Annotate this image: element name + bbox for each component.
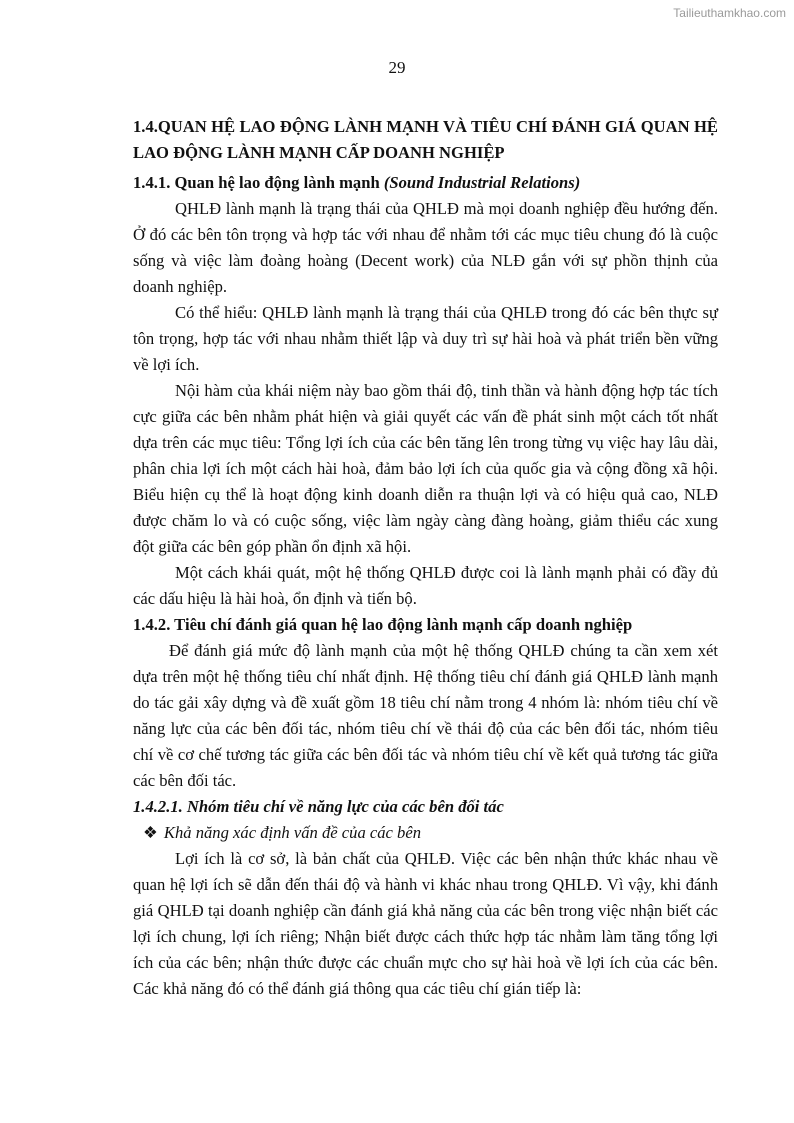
watermark: Tailieuthamkhao.com <box>673 6 786 20</box>
section-1-4-1-subtitle: (Sound Industrial Relations) <box>383 173 581 192</box>
section-1-4-1-title: 1.4.1. Quan hệ lao động lành mạnh <box>133 173 384 192</box>
diamond-bullet-icon: ❖ <box>143 823 158 842</box>
paragraph: QHLĐ lành mạnh là trạng thái của QHLĐ mà mọi doanh nghiệp đều hướng đến. Ở đó các bên tôn trọng và hợp tác với nhau để nhằm tới các mục tiêu chung đó là cuộc sống và việc làm đoàng hoàng (Decent work) của NLĐ gắn với sự phồn thịnh của doanh nghiệp. <box>133 199 718 296</box>
paragraph: Một cách khái quát, một hệ thống QHLĐ được coi là lành mạnh phải có đầy đủ các dấu hiệu là hài hoà, ổn định và tiến bộ. <box>133 563 718 608</box>
chapter-title: 1.4.QUAN HỆ LAO ĐỘNG LÀNH MẠNH VÀ TIÊU CHÍ ĐÁNH GIÁ QUAN HỆ LAO ĐỘNG LÀNH MẠNH CẤP DOANH NGHIỆP <box>133 117 718 162</box>
bullet-item <box>143 820 718 846</box>
section-1-4-1-heading <box>133 170 718 196</box>
paragraph: Nội hàm của khái niệm này bao gồm thái độ, tinh thần và hành động hợp tác tích cực giữa các bên nhằm phát hiện và giải quyết các vấn đề phát sinh một cách tốt nhất dựa trên các mục tiêu: Tổng lợi ích của các bên tăng lên trong từng vụ việc hay lâu dài, phân chia lợi ích một cách hài hoà, đảm bảo lợi ích của quốc gia và cộng đồng xã hội. Biểu hiện cụ thể là hoạt động kinh doanh diễn ra thuận lợi và có hiệu quả cao, NLĐ được chăm lo và có cuộc sống, việc làm ngày càng đàng hoàng, giảm thiểu các xung đột giữa các bên góp phần ổn định xã hội. <box>133 381 718 556</box>
paragraph: Lợi ích là cơ sở, là bản chất của QHLĐ. Việc các bên nhận thức khác nhau về quan hệ lợi ích sẽ dẫn đến thái độ và hành vi khác nhau trong QHLĐ. Vì vậy, khi đánh giá QHLĐ tại doanh nghiệp cần đánh giá khả năng của các bên trong việc nhận biết các lợi ích chung, lợi ích riêng; Nhận biết được cách thức hợp tác nhằm làm tăng tổng lợi ích của các bên; nhận thức được các chuẩn mực cho sự hài hoà về lợi ích của các bên. Các khả năng đó có thể đánh giá thông qua các tiêu chí gián tiếp là: <box>133 849 718 998</box>
bullet-text: Khả năng xác định vấn đề của các bên <box>163 823 422 842</box>
section-1-4-2-heading: 1.4.2. Tiêu chí đánh giá quan hệ lao động lành mạnh cấp doanh nghiệp <box>133 615 633 634</box>
document-body <box>133 114 718 1002</box>
paragraph: Để đánh giá mức độ lành mạnh của một hệ thống QHLĐ chúng ta cần xem xét dựa trên một hệ thống tiêu chí nhất định. Hệ thống tiêu chí đánh giá QHLĐ lành mạnh do tác gải xây dựng và đề xuất gồm 18 tiêu chí nằm trong 4 nhóm là: nhóm tiêu chí về năng lực của các bên đối tác, nhóm tiêu chí về thái độ của các bên đối tác, nhóm tiêu chí về cơ chế tương tác giữa các bên đối tác và nhóm tiêu chí về kết quả tương tác giữa các bên đối tác. <box>133 641 718 790</box>
paragraph: Có thể hiểu: QHLĐ lành mạnh là trạng thái của QHLĐ trong đó các bên thực sự tôn trọng, hợp tác với nhau nhằm thiết lập và duy trì sự hài hoà và phát triển bền vững về lợi ích. <box>133 303 718 374</box>
page-number: 29 <box>388 58 406 77</box>
section-1-4-2-1-heading: 1.4.2.1. Nhóm tiêu chí về năng lực của các bên đối tác <box>133 797 504 816</box>
